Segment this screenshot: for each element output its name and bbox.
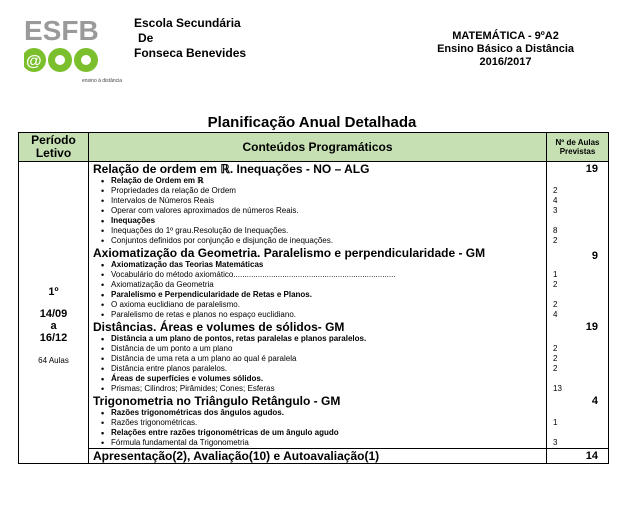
header-lessons: Nº de Aulas Previstas — [547, 133, 609, 162]
list-item — [89, 176, 546, 186]
school-name — [134, 16, 246, 61]
item-lessons: 13 — [553, 384, 562, 393]
bullet-icon: • — [101, 310, 105, 320]
bullet-icon: • — [101, 186, 105, 196]
list-item — [89, 270, 546, 280]
item-text: O axioma euclidiano de paralelismo. — [111, 300, 240, 309]
item-text: Distância de uma reta a um plano ao qual é paralela — [111, 354, 297, 363]
bullet-icon: • — [101, 418, 105, 428]
item-lessons: 2 — [553, 236, 558, 245]
school-line: De — [138, 31, 154, 45]
bullet-icon: • — [101, 216, 105, 226]
topic-total: 4 — [591, 395, 598, 407]
table-row — [19, 162, 609, 464]
course-info — [437, 30, 574, 69]
list-item — [89, 344, 546, 354]
svg-text:@: @ — [26, 53, 42, 70]
final-row-total: 14 — [547, 448, 608, 463]
item-lessons: 4 — [553, 196, 558, 205]
item-text: Razões trigonométricas. — [111, 418, 198, 427]
period-lessons: 64 Aulas — [38, 356, 69, 365]
period-start: 14/09 — [39, 308, 68, 320]
period-cell — [19, 162, 89, 464]
item-lessons: 4 — [553, 310, 558, 319]
list-item — [89, 408, 546, 418]
school-line: Escola Secundária — [134, 16, 241, 30]
bullet-icon: • — [101, 354, 105, 364]
bullet-icon: • — [101, 374, 105, 384]
item-lessons — [547, 374, 608, 384]
item-lessons: 2 — [553, 344, 558, 353]
item-lessons: 2 — [553, 354, 558, 363]
list-item — [89, 364, 546, 374]
school-logo — [24, 14, 124, 86]
course-line: 2016/2017 — [479, 56, 532, 68]
logo-sub: ensino à distância — [82, 78, 123, 84]
contents-cell — [89, 162, 547, 464]
item-lessons — [547, 216, 608, 226]
item-text: Inequações — [111, 216, 156, 225]
bullet-icon: • — [101, 206, 105, 216]
item-lessons — [547, 260, 608, 270]
list-item — [89, 196, 546, 206]
list-item — [89, 226, 546, 236]
item-text: Conjuntos definidos por conjunção e disjunção de inequações. — [111, 236, 333, 245]
item-lessons — [547, 176, 608, 186]
item-lessons — [547, 408, 608, 418]
table-header-row — [19, 133, 609, 162]
list-item — [89, 310, 546, 320]
item-text: Relações entre razões trigonométricas de um ângulo agudo — [111, 428, 339, 437]
item-text: Intervalos de Números Reais — [111, 196, 215, 205]
item-text: Operar com valores aproximados de números Reais. — [111, 206, 299, 215]
course-line: Ensino Básico a Distância — [437, 43, 574, 55]
lessons-cell — [547, 162, 609, 464]
list-item — [89, 236, 546, 246]
list-item — [89, 354, 546, 364]
list-item — [89, 186, 546, 196]
list-item — [89, 206, 546, 216]
list-item — [89, 290, 546, 300]
school-line: Fonseca Benevides — [134, 46, 247, 60]
final-row-title: Apresentação(2), Avaliação(10) e Autoavaliação(1) — [89, 448, 546, 463]
bullet-icon: • — [101, 364, 105, 374]
item-text: Distância entre planos paralelos. — [111, 364, 228, 373]
topic-title: Axiomatização da Geometria. Paralelismo e perpendicularidade - GM — [93, 246, 486, 260]
list-item — [89, 280, 546, 290]
item-lessons: 8 — [553, 226, 558, 235]
item-text: Prismas; Cilindros; Pirâmides; Cones; Esferas — [111, 384, 275, 393]
bullet-icon: • — [101, 300, 105, 310]
item-text: Distância de um ponto a um plano — [111, 344, 233, 353]
item-lessons — [547, 428, 608, 438]
item-lessons: 2 — [553, 186, 558, 195]
item-text: Áreas de superfícies e volumes sólidos. — [111, 374, 264, 383]
bullet-icon: • — [101, 236, 105, 246]
bullet-icon: • — [101, 226, 105, 236]
item-lessons: 2 — [553, 364, 558, 373]
page-title: Planificação Anual Detalhada — [207, 114, 417, 131]
topic-title: Trigonometria no Triângulo Retângulo - GM — [93, 394, 341, 408]
bullet-icon: • — [101, 408, 105, 418]
item-text: Paralelismo de retas e planos no espaço euclidiano. — [111, 310, 297, 319]
item-lessons — [547, 290, 608, 300]
item-text: Axiomatização da Geometria — [111, 280, 214, 289]
topic-total: 19 — [585, 163, 598, 175]
item-lessons: 2 — [553, 280, 558, 289]
bullet-icon: • — [101, 280, 105, 290]
bullet-icon: • — [101, 334, 105, 344]
topic-total: 9 — [591, 250, 598, 262]
item-lessons: 1 — [553, 270, 558, 279]
item-text: Paralelismo e Perpendicularidade de Retas e Planos. — [111, 290, 312, 299]
period-sep: a — [50, 320, 57, 332]
bullet-icon: • — [101, 260, 105, 270]
list-item — [89, 300, 546, 310]
item-text: Inequações do 1º grau.Resolução de Inequações. — [111, 226, 289, 235]
item-text: Fórmula fundamental da Trigonometria — [111, 438, 249, 447]
list-item — [89, 260, 546, 270]
period-number: 1º — [48, 286, 59, 298]
list-item — [89, 428, 546, 438]
item-text: Axiomatização das Teorias Matemáticas — [111, 260, 264, 269]
item-text: Vocabulário do método axiomático......................................................................... — [111, 270, 396, 279]
list-item — [89, 374, 546, 384]
bullet-icon: • — [101, 428, 105, 438]
logo-text: ESFB — [24, 15, 99, 46]
list-item — [89, 334, 546, 344]
item-lessons: 1 — [553, 418, 558, 427]
topic-title: Distâncias. Áreas e volumes de sólidos- GM — [93, 320, 345, 334]
bullet-icon: • — [101, 176, 105, 186]
header-contents: Conteúdos Programáticos — [89, 133, 547, 162]
item-text: Distância a um plano de pontos, retas paralelas e planos paralelos. — [111, 334, 367, 343]
bullet-icon: • — [101, 344, 105, 354]
item-lessons — [547, 334, 608, 344]
bullet-icon: • — [101, 438, 105, 448]
item-lessons: 3 — [553, 206, 558, 215]
item-text: Razões trigonométricas dos ângulos agudos. — [111, 408, 284, 417]
list-item — [89, 384, 546, 394]
item-text: Relação de Ordem em ℝ — [111, 176, 204, 185]
item-lessons: 2 — [553, 300, 558, 309]
bullet-icon: • — [101, 384, 105, 394]
plan-table — [18, 132, 609, 464]
list-item — [89, 438, 546, 448]
course-line: MATEMÁTICA - 9ºA2 — [452, 30, 559, 42]
list-item — [89, 418, 546, 428]
topic-title: Relação de ordem em ℝ. Inequações - NO – ALG — [93, 162, 370, 176]
period-end: 16/12 — [39, 332, 68, 344]
item-text: Propriedades da relação de Ordem — [111, 186, 236, 195]
item-lessons: 3 — [553, 438, 558, 447]
bullet-icon: • — [101, 290, 105, 300]
topic-total: 19 — [585, 321, 598, 333]
list-item — [89, 216, 546, 226]
bullet-icon: • — [101, 196, 105, 206]
header-period: Período Letivo — [19, 133, 89, 162]
bullet-icon: • — [101, 270, 105, 280]
